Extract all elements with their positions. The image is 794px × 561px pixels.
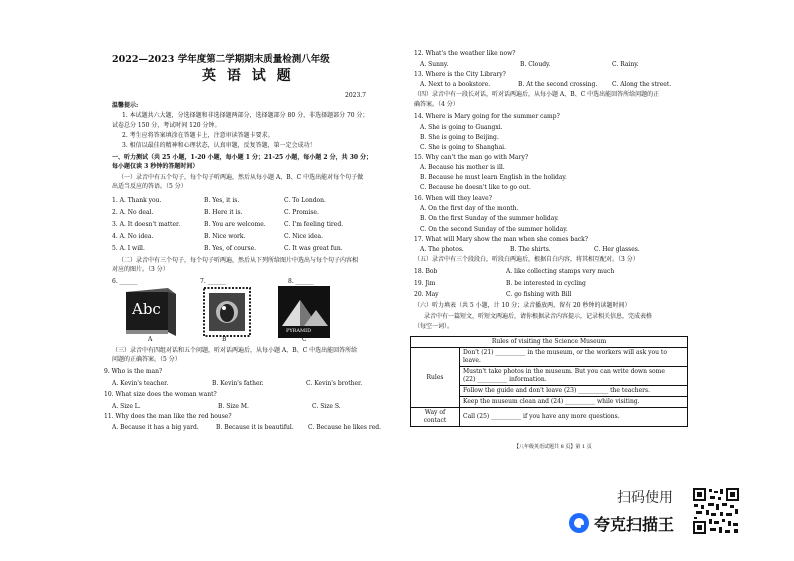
quark-logo-icon [568,512,590,534]
q16-option-a: A. On the first day of the month. [420,205,519,212]
part1-instruction-2: 出适当反应的答语。（5 分） [112,183,187,190]
contact-25: Call (25) __________ if you have any more questions. [460,408,688,427]
blank-6: 6. ______ [112,278,138,285]
q9-option-b: B. Kevin's father. [212,380,264,387]
part6-instruction: （六）听力填表（共 5 小题，计 10 分；录音播放两，留有 20 秒钟的读题时间） [414,302,631,309]
blank-7: 7. ______ [200,278,226,285]
question-17: 17. What will Mary show the man when she comes back? [414,236,588,243]
q14-option-c: C. She is going to Shanghai. [420,144,506,151]
part3-instruction-2: 问题的正确答案。（5 分） [112,356,181,363]
subject-title: 英 语 试 题 [202,68,294,84]
table-title: Rules of visiting the Science Museum [411,337,688,348]
q10-option-b: B. Size M. [218,403,249,410]
q12-option-c: C. Rainy. [612,61,639,68]
q3-option-b: B. You are welcome. [204,221,266,228]
section1-heading-2: 每小题仅读 3 秒钟的答题时间） [112,163,199,170]
book-cover-text: Abc [132,300,161,318]
q15-option-c: C. Because he doesn't like to go out. [420,184,531,191]
q2-option-b: B. Here it is. [204,209,243,216]
q13-option-c: C. Along the street. [612,81,672,88]
q16-option-b: B. On the first Sunday of the summer holiday. [420,215,559,222]
question-10: 10. What size does the woman want? [104,391,217,398]
scan-label: 扫码使用 [617,490,673,506]
q9-option-a: A. Kevin's teacher. [112,380,169,387]
notice-line-1: 1. 本试题共六大题，分选择题和非选择题两部分，选择题部分 80 分，非选择题部分 70 分； [122,112,369,119]
match-20: 20. May [414,291,439,298]
q15-option-a: A. Because his mother is ill. [420,164,505,171]
q9-option-c: C. Kevin's brother. [306,380,363,387]
part6-description-2: （每空一词）。 [414,323,454,330]
q2-option-c: C. Promise. [284,209,319,216]
q1-option-c: C. To London. [284,197,326,204]
q5-option-c: C. It was great fun. [284,245,343,252]
question-15: 15. Why can't the man go with Mary? [414,154,529,161]
match-18: 18. Bob [414,268,438,275]
pic-label-c: C [302,336,307,343]
q11-option-c: C. Because he likes red. [308,424,381,431]
q17-option-c: C. Her glasses. [594,246,640,253]
q17-option-a: A. The photos. [420,246,464,253]
qr-code-icon [692,487,740,535]
q10-option-c: C. Size S. [312,403,341,410]
question-9: 9. Who is the man? [104,368,163,375]
section1-heading: 一、听力测试（共 25 小题，1-20 小题，每小题 1 分；21-25 小题，每小题 2 分，共 30 分； [112,154,373,161]
q3-option-c: C. I'm feeling tired. [284,221,344,228]
q1-option-b: B. Yes, it is. [204,197,240,204]
museum-rules-table [410,336,688,427]
q17-option-b: B. The shirts. [510,246,551,253]
question-12: 12. What's the weather like now? [414,50,516,57]
notice-line-3: 2. 考生应将答案填涂在答题卡上，注意审读答题卡要求。 [122,132,274,139]
rule-22-line-2: (22) __________ information. [463,376,547,383]
q14-option-a: A. She is going to Guangxi. [420,124,503,131]
exam-date: 2023.7 [345,92,366,99]
stamp-icon [202,286,252,338]
question-14: 14. Where is Mary going for the summer camp? [414,113,560,120]
q12-option-b: B. Cloudy. [520,61,551,68]
q5-option-b: B. Yes, of course. [204,245,257,252]
part4-instruction-2: 确答案。（4 分） [414,101,459,108]
q13-option-b: B. At the second crossing. [518,81,598,88]
match-option-b: B. be interested in cycling [506,280,586,287]
part4-instruction: （四）录音中有一段长对话，听对话两遍后，从每小题 A、B、C 中选出能回答所给问题的正 [414,91,660,98]
q5-option-a: 5. A. I will. [112,245,145,252]
rule-23: Follow the guide and don't leave (23) __________ the teachers. [460,386,688,397]
scan-brand: 夸克扫描王 [594,515,675,534]
page-footer: 【八年级英语试题共 8 页】第 1 页 [514,444,592,450]
scanner-logo [568,512,590,538]
part1-instruction: （一）录音中有五个句子，每个句子听两遍，然后从每小题 A、B、C 中选出能对每个句子做 [118,174,364,181]
part6-description: 录音中有一篇短文，听短文两遍后，请你根据录音内容提示，记录相关信息，完成表格 [424,313,653,320]
pyramid-caption: PYRAMID [286,328,312,334]
question-13: 13. Where is the City Library? [414,71,506,78]
q1-option-a: 1. A. Thank you. [112,197,162,204]
q4-option-a: 4. A. No idea. [112,233,154,240]
pic-label-b: B [222,336,227,343]
question-11: 11. Why does the man like the red house? [104,413,232,420]
qr-code[interactable] [692,487,740,535]
match-option-c: C. go fishing with Bill [506,291,572,298]
q16-option-c: C. On the second Sunday of the summer holiday. [420,226,568,233]
q10-option-a: A. Size L. [112,403,141,410]
q15-option-b: B. Because he must learn English in the holiday. [420,174,567,181]
picture-b-stamp [202,286,252,338]
q2-option-a: 2. A. No deal. [112,209,154,216]
q11-option-a: A. Because it has a big yard. [112,424,199,431]
q4-option-c: C. Nice idea. [284,233,323,240]
rule-22 [460,367,688,386]
q14-option-b: B. She is going to Beijing. [420,134,499,141]
pic-label-a: A [148,336,153,343]
part2-instruction: （二）录音中有三个句子，每个句子听两遍，然后从下列所给图片中选出与每个句子内容相 [118,257,359,264]
notice-heading: 温馨提示: [112,102,139,109]
rule-21: Don't (21) __________ in the museum, or the workers will ask you to leave. [460,348,688,367]
exam-title: 2022—2023 学年度第二学期期末质量检测八年级 [112,54,330,65]
rules-label: Rules [411,348,460,408]
match-19: 19. Jim [414,280,436,287]
contact-label [411,408,460,427]
q12-option-a: A. Sunny. [420,61,449,68]
question-16: 16. When will they leave? [414,195,492,202]
q11-option-b: B. Because it is beautiful. [216,424,294,431]
q4-option-b: B. Nice work. [204,233,246,240]
part2-instruction-2: 对应的图片。（3 分） [112,266,169,273]
match-option-a: A. like collecting stamps very much [506,268,615,275]
notice-line-2: 试卷总分 150 分，考试时间 120 分钟。 [112,122,221,129]
contact-label-line-2: contact [423,417,447,424]
q13-option-a: A. Next to a bookstore. [420,81,491,88]
picture-c-pyramid [278,286,330,338]
rule-24: Keep the museum clean and (24) __________ while visiting. [460,397,688,408]
blank-8: 8. ______ [288,278,314,285]
rule-22-line-1: Mustn't take photos in the museum. But you can write down some [463,368,665,375]
notice-line-4: 3. 相信以最佳的精神和心理状态，认真审题，反复答题，第一定会成功！ [122,142,316,149]
part5-instruction: （五）录音中有三个段段白，听段白两遍后，根据自白内容，将其相互配对。（3 分） [414,256,639,263]
q3-option-a: 3. A. It doesn't matter. [112,221,181,228]
part3-instruction: （三）录音中有四组对话和五个问题，听对话两遍后，从每小题 A、B、C 中选出能回答所给 [112,347,358,354]
picture-a-book [122,286,180,338]
contact-label-line-1: Way of [424,409,446,416]
